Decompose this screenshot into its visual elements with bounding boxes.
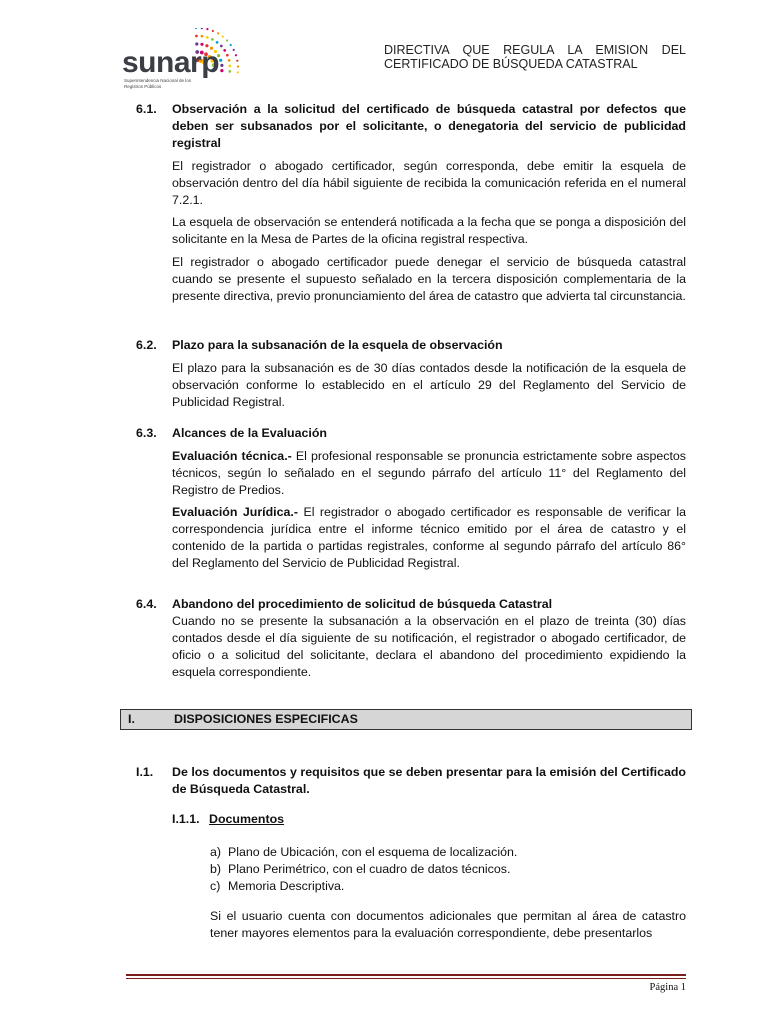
chapter-title: DISPOSICIONES ESPECIFICAS: [174, 712, 358, 726]
logo-dot: [219, 59, 222, 62]
logo-dot: [222, 36, 224, 38]
term-text: El profesional responsable se pronuncia estrictamente sobre aspectos técnicos, según lo señalado en el segundo párrafo del artículo 11° del Reglamento del Registro de Predios.: [172, 449, 687, 497]
section-number: 6.2.: [136, 338, 157, 352]
footer-rule: [126, 974, 686, 976]
logo-dot: [226, 54, 229, 57]
section-heading: De los documentos y requisitos que se deben presentar para la emisión del Certificado de Búsqueda Catastral.: [172, 765, 686, 796]
term-label: Evaluación Jurídica.-: [172, 505, 298, 519]
logo-dot: [223, 49, 226, 52]
document-title-line1: DIRECTIVA QUE REGULA LA EMISION DEL: [384, 43, 686, 57]
page-number: Página 1: [649, 982, 686, 993]
logo-dot: [229, 65, 232, 68]
documents-list: [210, 844, 686, 895]
logo-text: sunarp: [122, 46, 220, 79]
paragraph: Si el usuario cuenta con documentos adicionales que permitan al área de catastro tener mayores elementos para la evaluación correspondiente, debe presentarlos: [210, 909, 686, 940]
logo-dot: [237, 71, 239, 73]
logo-dot: [206, 36, 209, 39]
section-number: 6.3.: [136, 426, 157, 440]
logo-dot: [235, 54, 237, 56]
logo-subtitle: Superintendencia Nacional de los Registros Públicos: [124, 78, 192, 89]
logo-dot: [212, 30, 214, 32]
logo-dot: [201, 35, 204, 38]
logo-dot: [195, 28, 197, 29]
subsection-heading: [172, 811, 686, 828]
list-item-text: Memoria Descriptiva.: [228, 879, 345, 893]
section-heading: Abandono del procedimiento de solicitud de búsqueda Catastral: [172, 597, 553, 611]
logo-dot: [211, 38, 214, 41]
section-heading: Alcances de la Evaluación: [172, 426, 327, 440]
subsection-number: I.1.1.: [172, 812, 200, 826]
document-title: [384, 43, 686, 71]
term-text: El registrador o abogado certificador es responsable de verificar la correspondencia jurídica entre el informe técnico emitido por el área de catastro y el contenido de la partida o partidas registrales, conforme al segundo párrafo del artículo 86° del Reglamento del Servicio de Publicidad Registral.: [172, 505, 686, 570]
logo-dot: [201, 28, 203, 29]
logo-dot: [220, 45, 223, 48]
paragraph: La esquela de observación se entenderá notificada a la fecha que se ponga a disposición del solicitante en la Mesa de Partes de la oficina registral respectiva.: [172, 215, 686, 246]
logo-dot: [220, 69, 223, 72]
logo-dot: [226, 39, 228, 41]
document-title-line2: CERTIFICADO DE BÚSQUEDA CATASTRAL: [384, 57, 638, 71]
list-marker: a): [210, 845, 222, 859]
logo-dot: [195, 35, 198, 38]
list-marker: b): [210, 862, 222, 876]
subsection-title: Documentos: [209, 812, 285, 826]
logo-dot: [230, 44, 232, 46]
sunarp-logo: [122, 28, 242, 98]
paragraph: El registrador o abogado certificador, según corresponda, debe emitir la esquela de observación dentro del día hábil siguiente de recibida la comunicación referida en el numeral 7.2.1.: [172, 159, 686, 207]
paragraph: Cuando no se presente la subsanación a la observación en el plazo de treinta (30) días contados desde el día siguiente de su notificación, el registrador o abogado certificador, de oficio o a solicitud del solicitante, declara el abandono del procedimiento expidiendo la esquela correspondiente.: [172, 614, 686, 679]
section-heading: Observación a la solicitud del certificado de búsqueda catastral por defectos que deben ser subsanados por el solicitante, o denegatoria del servicio de publicidad registral: [172, 102, 686, 150]
paragraph-legal-evaluation: [172, 504, 686, 572]
list-marker: c): [210, 879, 221, 893]
logo-dot: [237, 65, 239, 67]
section-number: I.1.: [136, 765, 154, 779]
paragraph: El registrador o abogado certificador puede denegar el servicio de búsqueda catastral cuando se presente el supuesto señalado en la tercera disposición complementaria de la presente directiva, previo pronunciamiento del área de catastro que advierta tal circunstancia.: [172, 255, 686, 303]
chapter-banner: [120, 709, 692, 730]
logo-dot: [220, 64, 223, 67]
logo-dot: [233, 49, 235, 51]
list-item-text: Plano Perimétrico, con el cuadro de datos técnicos.: [228, 862, 511, 876]
section-number: 6.1.: [136, 102, 157, 116]
term-label: Evaluación técnica.-: [172, 449, 292, 463]
logo-dot: [216, 41, 219, 44]
list-item: [210, 844, 686, 861]
logo-dot: [206, 28, 208, 30]
section-number: 6.4.: [136, 597, 157, 611]
chapter-number: I.: [128, 712, 135, 726]
paragraph: El plazo para la subsanación es de 30 días contados desde la notificación de la esquela de observación conforme lo establecido en el artículo 29 del Reglamento del Servicio de Publicidad Registral.: [172, 361, 686, 409]
section-heading: Plazo para la subsanación de la esquela de observación: [172, 338, 503, 352]
paragraph-technical-evaluation: [172, 448, 686, 499]
logo-dot: [228, 70, 231, 73]
logo-dot: [217, 32, 219, 34]
list-item: [210, 861, 686, 878]
footer-rule: [126, 978, 686, 979]
list-item: [210, 878, 686, 895]
list-item-text: Plano de Ubicación, con el esquema de localización.: [228, 845, 518, 859]
logo-dot: [236, 60, 238, 62]
logo-dot: [228, 59, 231, 62]
